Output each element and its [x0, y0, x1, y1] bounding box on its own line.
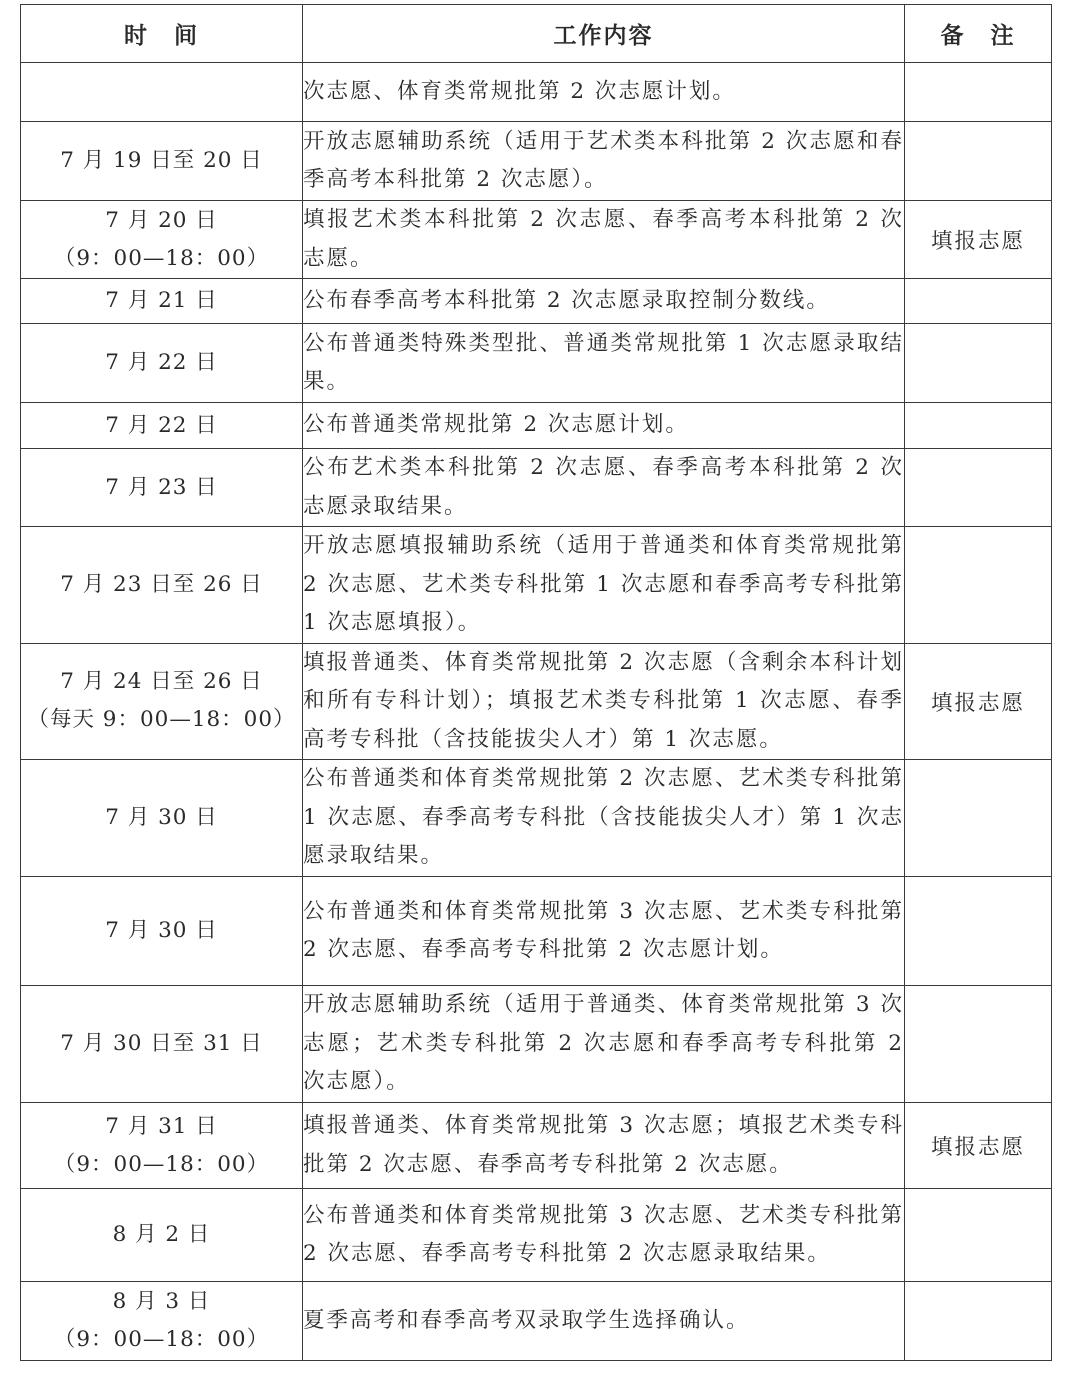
time-line: 7 月 30 日: [105, 805, 218, 830]
table-row: [21, 1103, 1052, 1189]
time-line: 8 月 2 日: [112, 1222, 211, 1247]
work-cell: 夏季高考和春季高考双录取学生选择确认。: [303, 1282, 905, 1361]
time-line: 7 月 23 日: [105, 474, 218, 500]
table-row: [21, 877, 1052, 986]
work-cell: 开放志愿辅助系统（适用于普通类、体育类常规批第 3 次志愿；艺术类专科批第 2 次志愿和春季高考专科批第 2 次志愿）。: [303, 986, 905, 1103]
note-cell: [905, 63, 1052, 122]
note-cell: [905, 527, 1052, 644]
note-cell: [905, 760, 1052, 877]
time-cell: [21, 449, 303, 527]
note-cell: 填报志愿: [905, 643, 1052, 760]
time-cell: [21, 1103, 303, 1189]
time-line: （每天 9：00—18：00）: [27, 707, 296, 733]
note-cell: [905, 1189, 1052, 1282]
header-time: 时 间: [21, 5, 303, 63]
work-cell: 公布普通类和体育类常规批第 3 次志愿、艺术类专科批第 2 次志愿、春季高考专科批第 2 次志愿计划。: [303, 877, 905, 986]
table-row: [21, 403, 1052, 449]
time-line: 7 月 20 日: [105, 207, 218, 233]
work-cell: 公布普通类和体育类常规批第 2 次志愿、艺术类专科批第 1 次志愿、春季高考专科批（含技能拔尖人才）第 1 次志愿录取结果。: [303, 760, 905, 877]
table-row: [21, 760, 1052, 877]
work-cell: 次志愿、体育类常规批第 2 次志愿计划。: [303, 63, 905, 122]
schedule-table: [20, 4, 1052, 1361]
time-line: 7 月 22 日: [105, 412, 218, 438]
time-line: 7 月 19 日至 20 日: [60, 148, 263, 173]
table-row: [21, 527, 1052, 644]
time-cell: [21, 324, 303, 403]
time-line: 7 月 31 日: [105, 1113, 218, 1139]
time-cell: [21, 643, 303, 760]
time-line: 7 月 23 日至 26 日: [60, 571, 263, 597]
header-row: [21, 5, 1052, 63]
note-cell: [905, 279, 1052, 324]
work-cell: 填报普通类、体育类常规批第 3 次志愿；填报艺术类专科批第 2 次志愿、春季高考专科批第 2 次志愿。: [303, 1103, 905, 1189]
note-cell: [905, 877, 1052, 986]
header-work: 工作内容: [303, 5, 905, 63]
note-cell: [905, 986, 1052, 1103]
note-cell: [905, 122, 1052, 201]
work-cell: 公布普通类特殊类型批、普通类常规批第 1 次志愿录取结果。: [303, 324, 905, 403]
note-cell: 填报志愿: [905, 201, 1052, 279]
table-row: [21, 63, 1052, 122]
time-cell: [21, 201, 303, 279]
work-cell: 公布普通类常规批第 2 次志愿计划。: [303, 403, 905, 449]
work-cell: 公布艺术类本科批第 2 次志愿、春季高考本科批第 2 次志愿录取结果。: [303, 449, 905, 527]
work-cell: 填报普通类、体育类常规批第 2 次志愿（含剩余本科计划和所有专科计划）；填报艺术类专科批第 1 次志愿、春季高考专科批（含技能拔尖人才）第 1 次志愿。: [303, 643, 905, 760]
time-cell: [21, 760, 303, 877]
work-cell: 填报艺术类本科批第 2 次志愿、春季高考本科批第 2 次志愿。: [303, 201, 905, 279]
time-cell: [21, 527, 303, 644]
table-row: [21, 449, 1052, 527]
time-line: 8 月 3 日: [112, 1289, 211, 1314]
time-line: 7 月 24 日至 26 日: [60, 669, 263, 695]
table-row: [21, 643, 1052, 760]
time-cell: [21, 403, 303, 449]
note-cell: [905, 324, 1052, 403]
table-row: [21, 201, 1052, 279]
time-line: 7 月 22 日: [105, 350, 218, 375]
time-cell: [21, 877, 303, 986]
table-row: [21, 122, 1052, 201]
table-row: [21, 986, 1052, 1103]
work-cell: 公布普通类和体育类常规批第 3 次志愿、艺术类专科批第 2 次志愿、春季高考专科批第 2 次志愿录取结果。: [303, 1189, 905, 1282]
table-row: [21, 1189, 1052, 1282]
note-cell: [905, 449, 1052, 527]
work-cell: 公布春季高考本科批第 2 次志愿录取控制分数线。: [303, 279, 905, 324]
time-line: （9：00—18：00）: [53, 1327, 270, 1352]
time-cell: [21, 279, 303, 324]
time-cell: [21, 1189, 303, 1282]
note-cell: 填报志愿: [905, 1103, 1052, 1189]
table-row: [21, 1282, 1052, 1361]
work-cell: 开放志愿辅助系统（适用于艺术类本科批第 2 次志愿和春季高考本科批第 2 次志愿）。: [303, 122, 905, 201]
work-cell: 开放志愿填报辅助系统（适用于普通类和体育类常规批第 2 次志愿、艺术类专科批第 1 次志愿和春季高考专科批第 1 次志愿填报）。: [303, 527, 905, 644]
time-cell: [21, 63, 303, 122]
time-line: （9：00—18：00）: [53, 1151, 270, 1177]
time-cell: [21, 122, 303, 201]
header-note: 备 注: [905, 5, 1052, 63]
time-line: 7 月 30 日: [105, 918, 218, 943]
note-cell: [905, 403, 1052, 449]
time-cell: [21, 1282, 303, 1361]
table-row: [21, 279, 1052, 324]
table-row: [21, 324, 1052, 403]
time-line: 7 月 21 日: [105, 288, 218, 313]
time-cell: [21, 986, 303, 1103]
note-cell: [905, 1282, 1052, 1361]
time-line: 7 月 30 日至 31 日: [60, 1031, 263, 1056]
time-line: （9：00—18：00）: [53, 245, 270, 271]
